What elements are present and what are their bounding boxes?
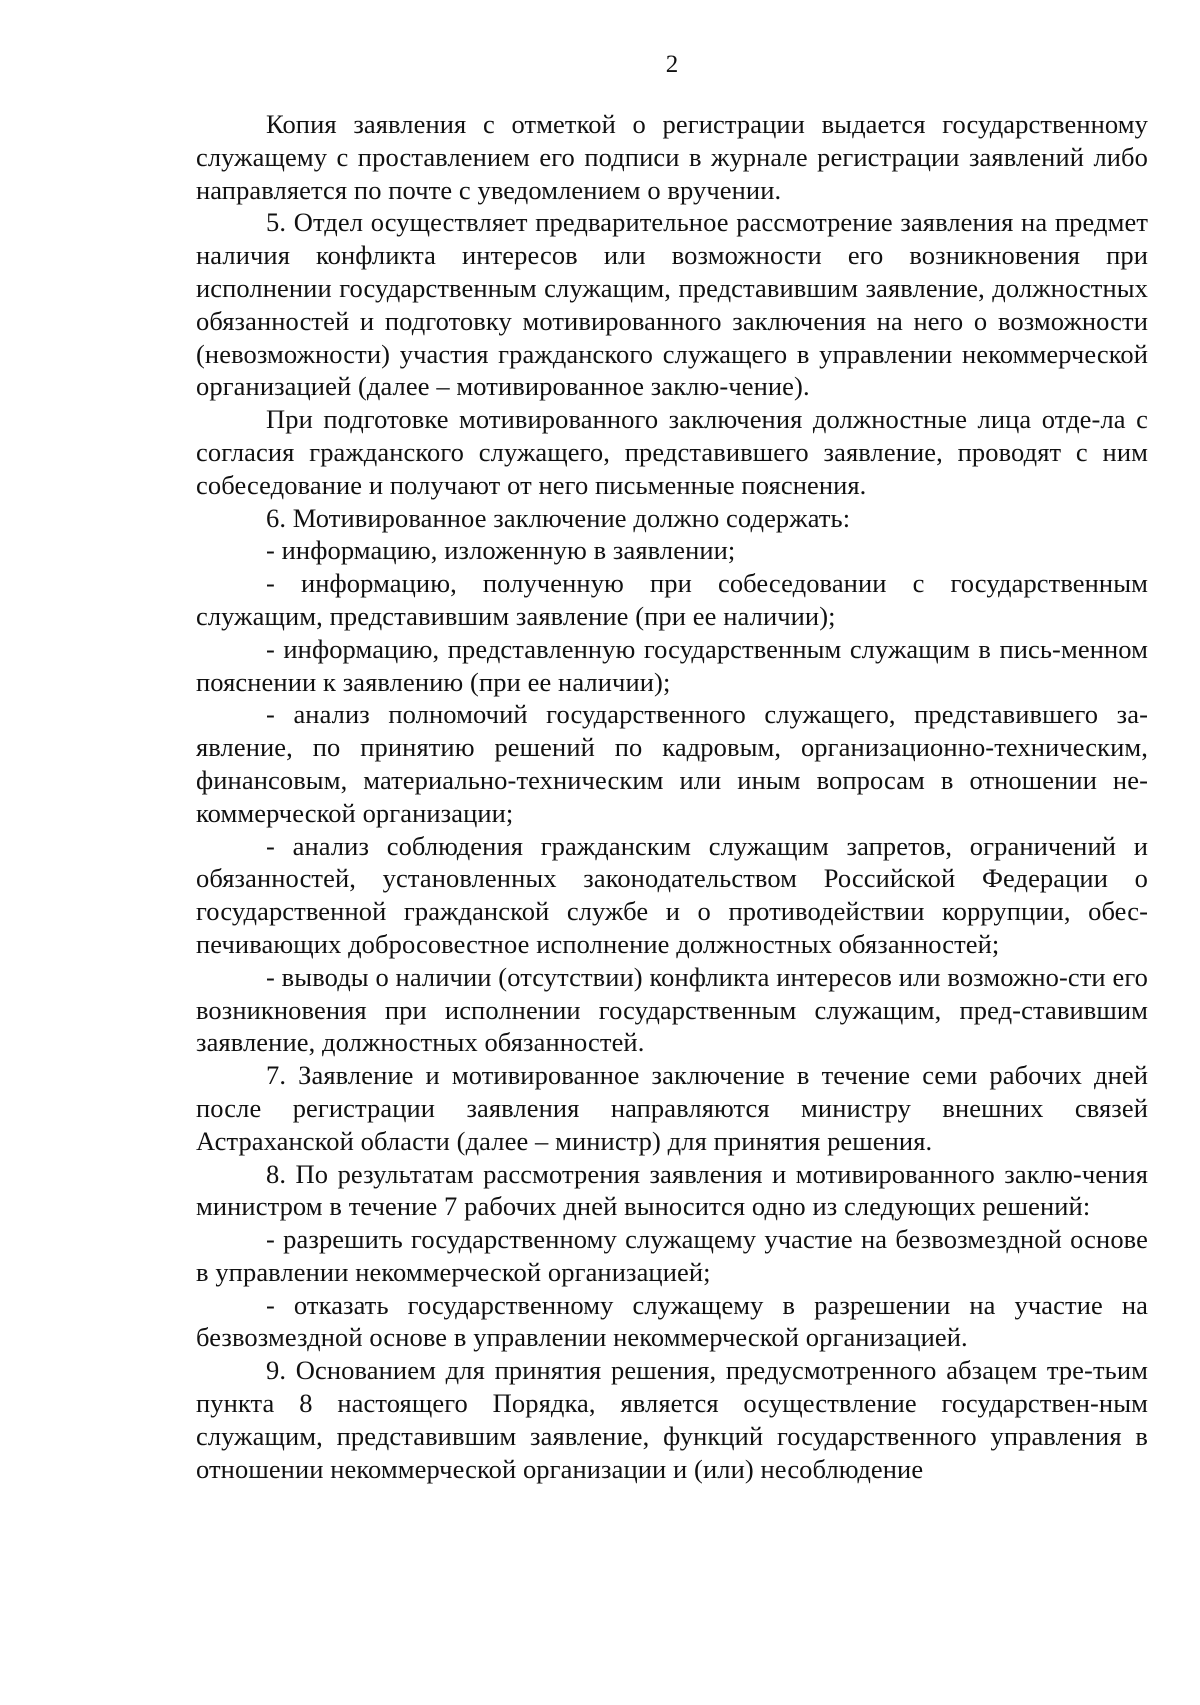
list-item-refuse: - отказать государственному служащему в разрешении на участие на безвозмездной основе в управлении некоммерческой организацией. [196, 1289, 1148, 1353]
paragraph-item-7: 7. Заявление и мотивированное заключение в течение семи рабочих дней после регистрации заявления направляются министру внешних связей Астраханской области (далее – министр) для принятия решения. [196, 1060, 1148, 1156]
paragraph-item-5: 5. Отдел осуществляет предварительное рассмотрение заявления на предмет наличия конфликта интересов или возможности его возникновения при исполнении государственным служащим, представившим заявление, должностных обязанностей и подготовку мотивированного заключения на него о возможности (невозможности) участия гражданского служащего в управлении некоммерческой организацией (далее – мотивированное заклю-чение). [196, 207, 1148, 402]
list-item-statement-info: - информацию, изложенную в заявлении; [266, 535, 736, 566]
list-item-conclusions: - выводы о наличии (отсутствии) конфликта интересов или возможно-сти его возникновения при исполнении государственным служащим, пред-ставившим заявление, должностных обязанностей. [196, 961, 1148, 1058]
list-item-written-explanation: - информацию, представленную государственным служащим в пись-менном пояснении к заявлению (при ее наличии); [196, 633, 1148, 697]
list-item-permit: - разрешить государственному служащему участие на безвозмездной основе в управлении некоммерческой организацией; [196, 1224, 1148, 1287]
paragraph-registration-copy: Копия заявления с отметкой о регистрации выдается государственному служащему с проставлением его подписи в журнале регистрации заявлений либо направляется по почте с уведомлением о вручении. [196, 109, 1148, 205]
paragraph-item-8: 8. По результатам рассмотрения заявления и мотивированного заклю-чения министром в течение 7 рабочих дней выносится одно из следующих решений: [196, 1158, 1148, 1222]
document-body [196, 108, 1148, 1485]
paragraph-item-6: 6. Мотивированное заключение должно содержать: [266, 502, 851, 533]
paragraph-interview: При подготовке мотивированного заключения должностные лица отде-ла с согласия гражданского служащего, представившего заявление, проводят с ним собеседование и получают от него письменные пояснения. [196, 404, 1148, 500]
list-item-powers-analysis: - анализ полномочий государственного служащего, представившего за-явление, по принятию решений по кадровым, организационно-техническим, финансовым, материально-техническим или иным вопросам в отношении не-коммерческой организации; [196, 699, 1148, 828]
page-number: 2 [665, 51, 679, 78]
list-item-compliance-analysis: - анализ соблюдения гражданским служащим запретов, ограничений и обязанностей, установленных законодательством Российской Федерации о государственной гражданской службе и о противодействии коррупции, обес-печивающих добросовестное исполнение должностных обязанностей; [196, 830, 1148, 959]
list-item-interview-info: - информацию, полученную при собеседовании с государственным служащим, представившим заявление (при ее наличии); [196, 568, 1148, 631]
paragraph-item-9: 9. Основанием для принятия решения, предусмотренного абзацем тре-тьим пункта 8 настоящего Порядка, является осуществление государствен-ным служащим, представившим заявление, функций государственного управления в отношении некоммерческой организации и (или) несоблюдение [196, 1355, 1148, 1484]
